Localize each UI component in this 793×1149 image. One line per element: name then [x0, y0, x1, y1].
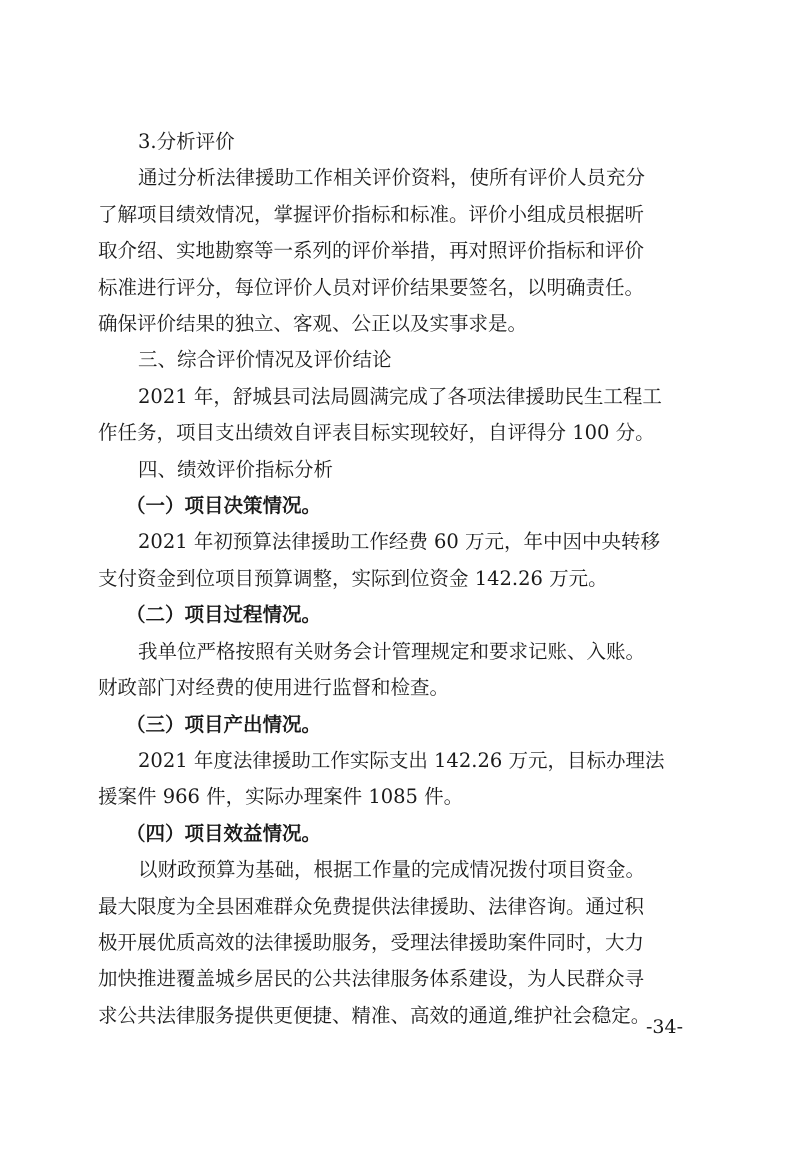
benefit-heading: （四）项目效益情况。 — [126, 821, 322, 845]
decision-paragraph — [98, 524, 698, 597]
summary-paragraph — [98, 379, 698, 452]
benefit-paragraph — [98, 852, 698, 1034]
analysis-heading: 3.分析评价 — [138, 130, 235, 153]
paragraph-line: 标准进行评分，每位评价人员对评价结果要签名，以明确责任。 — [98, 275, 645, 299]
paragraph-line: 援案件 966 件，实际办理案件 1085 件。 — [98, 785, 464, 809]
paragraph-line: 了解项目绩效情况，掌握评价指标和标准。评价小组成员根据听 — [98, 202, 645, 226]
paragraph-line: 求公共法律服务提供更便捷、精准、高效的通道,维护社会稳定。 — [98, 1003, 651, 1027]
paragraph-line: 极开展优质高效的法律援助服务，受理法律援助案件同时，大力 — [98, 930, 645, 954]
paragraph-line: 2021 年，舒城县司法局圆满完成了各项法律援助民生工程工 — [138, 384, 662, 408]
indicator-heading: 四、绩效评价指标分析 — [138, 457, 334, 481]
process-paragraph — [98, 634, 698, 707]
paragraph-line: 以财政预算为基础，根据工作量的完成情况拨付项目资金。 — [138, 858, 646, 882]
output-heading: （三）项目产出情况。 — [126, 712, 322, 736]
paragraph-line: 支付资金到位项目预算调整，实际到位资金 142.26 万元。 — [98, 566, 608, 590]
page-number: -34- — [646, 1016, 684, 1038]
document-body — [98, 124, 698, 1034]
summary-heading: 三、综合评价情况及评价结论 — [138, 348, 392, 372]
paragraph-line: 通过分析法律援助工作相关评价资料，使所有评价人员充分 — [138, 166, 646, 190]
paragraph-line: 2021 年度法律援助工作实际支出 142.26 万元，目标办理法 — [138, 748, 665, 772]
process-heading: （二）项目过程情况。 — [126, 603, 322, 627]
paragraph-line: 我单位严格按照有关财务会计管理规定和要求记账、入账。 — [138, 639, 646, 663]
paragraph-line: 财政部门对经费的使用进行监督和检查。 — [98, 676, 450, 700]
paragraph-line: 2021 年初预算法律援助工作经费 60 万元，年中因中央转移 — [138, 530, 661, 554]
paragraph-line: 加快推进覆盖城乡居民的公共法律服务体系建设，为人民群众寻 — [98, 967, 645, 991]
output-paragraph — [98, 743, 698, 816]
analysis-paragraph — [98, 160, 698, 342]
decision-heading: （一）项目决策情况。 — [126, 494, 322, 518]
paragraph-line: 取介绍、实地勘察等一系列的评价举措，再对照评价指标和评价 — [98, 239, 645, 263]
paragraph-line: 最大限度为全县困难群众免费提供法律援助、法律咨询。通过积 — [98, 894, 645, 918]
paragraph-line: 确保评价结果的独立、客观、公正以及实事求是。 — [98, 312, 528, 336]
paragraph-line: 作任务，项目支出绩效自评表目标实现较好，自评得分 100 分。 — [98, 421, 655, 445]
